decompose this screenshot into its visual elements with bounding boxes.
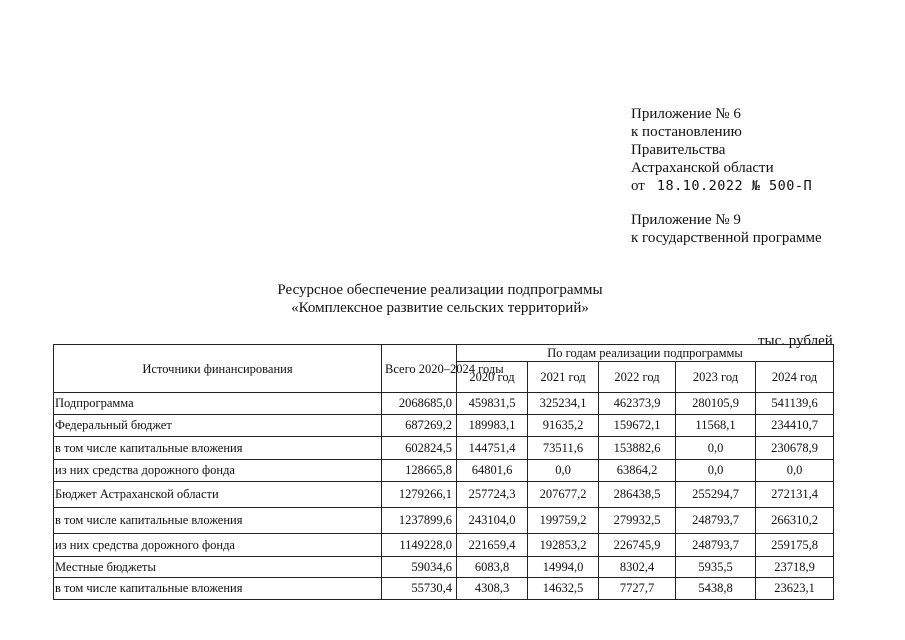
cell-y2022: 8302,4	[599, 557, 676, 578]
cell-total: 1279266,1	[382, 482, 457, 508]
cell-y2023: 0,0	[676, 460, 756, 482]
cell-total: 602824,5	[382, 437, 457, 460]
cell-y2022: 226745,9	[599, 534, 676, 557]
table-row	[54, 557, 834, 578]
appendix-date-line	[631, 177, 822, 195]
cell-y2021: 14632,5	[528, 578, 599, 600]
appendix-ref: к постановлению	[631, 124, 742, 140]
table-row	[54, 415, 834, 437]
cell-y2020: 189983,1	[457, 415, 528, 437]
appendix-region: Астраханской области	[631, 160, 774, 176]
cell-y2022: 153882,6	[599, 437, 676, 460]
cell-y2021: 14994,0	[528, 557, 599, 578]
table-row	[54, 534, 834, 557]
row-source-name: в том числе капитальные вложения	[54, 508, 382, 534]
cell-y2022: 63864,2	[599, 460, 676, 482]
cell-y2022: 159672,1	[599, 415, 676, 437]
appendix-government: Правительства	[631, 142, 726, 158]
cell-y2024: 259175,8	[756, 534, 834, 557]
row-source-name: Подпрограмма	[54, 393, 382, 415]
header-year: 2020 год	[457, 362, 528, 393]
cell-y2022: 279932,5	[599, 508, 676, 534]
cell-y2023: 5438,8	[676, 578, 756, 600]
cell-y2024: 541139,6	[756, 393, 834, 415]
cell-y2021: 207677,2	[528, 482, 599, 508]
cell-y2024: 23718,9	[756, 557, 834, 578]
header-year: 2021 год	[528, 362, 599, 393]
cell-y2020: 221659,4	[457, 534, 528, 557]
cell-y2024: 272131,4	[756, 482, 834, 508]
cell-y2023: 255294,7	[676, 482, 756, 508]
funding-table	[53, 344, 834, 600]
title-line-1: Ресурсное обеспечение реализации подпрограммы	[277, 282, 603, 298]
header-year: 2023 год	[676, 362, 756, 393]
cell-y2020: 257724,3	[457, 482, 528, 508]
cell-y2020: 6083,8	[457, 557, 528, 578]
row-source-name: из них средства дорожного фонда	[54, 534, 382, 557]
table-row	[54, 508, 834, 534]
header-source: Источники финансирования	[54, 345, 382, 393]
cell-total: 55730,4	[382, 578, 457, 600]
cell-y2021: 0,0	[528, 460, 599, 482]
cell-y2020: 243104,0	[457, 508, 528, 534]
cell-y2023: 0,0	[676, 437, 756, 460]
cell-y2023: 280105,9	[676, 393, 756, 415]
cell-y2024: 0,0	[756, 460, 834, 482]
title-line-2: «Комплексное развитие сельских территорий»	[291, 300, 589, 316]
cell-y2024: 234410,7	[756, 415, 834, 437]
cell-total: 128665,8	[382, 460, 457, 482]
header-year: 2024 год	[756, 362, 834, 393]
row-source-name: Федеральный бюджет	[54, 415, 382, 437]
cell-y2020: 4308,3	[457, 578, 528, 600]
cell-y2023: 248793,7	[676, 508, 756, 534]
cell-y2024: 23623,1	[756, 578, 834, 600]
cell-total: 1237899,6	[382, 508, 457, 534]
cell-y2022: 462373,9	[599, 393, 676, 415]
table-row	[54, 482, 834, 508]
cell-y2023: 248793,7	[676, 534, 756, 557]
table-body	[54, 393, 834, 600]
document-title	[240, 281, 640, 317]
cell-y2021: 199759,2	[528, 508, 599, 534]
cell-total: 2068685,0	[382, 393, 457, 415]
row-source-name: Местные бюджеты	[54, 557, 382, 578]
row-source-name: Бюджет Астраханской области	[54, 482, 382, 508]
cell-total: 687269,2	[382, 415, 457, 437]
header-total: Всего 2020–2024 годы	[382, 345, 457, 393]
appendix-program-number: Приложение № 9	[631, 212, 741, 228]
table-row	[54, 437, 834, 460]
cell-y2021: 325234,1	[528, 393, 599, 415]
header-years-group: По годам реализации подпрограммы	[457, 345, 834, 362]
cell-y2024: 230678,9	[756, 437, 834, 460]
cell-y2020: 64801,6	[457, 460, 528, 482]
table-row	[54, 578, 834, 600]
row-source-name: из них средства дорожного фонда	[54, 460, 382, 482]
table-row	[54, 460, 834, 482]
units-label: тыс. рублей	[758, 333, 833, 349]
row-source-name: в том числе капитальные вложения	[54, 437, 382, 460]
appendix-program-ref: к государственной программе	[631, 230, 822, 246]
header-year: 2022 год	[599, 362, 676, 393]
table-row	[54, 393, 834, 415]
cell-y2021: 192853,2	[528, 534, 599, 557]
appendix-number: Приложение № 6	[631, 106, 741, 122]
appendix-block	[631, 105, 822, 247]
appendix-date-prefix: от	[631, 178, 645, 194]
cell-total: 59034,6	[382, 557, 457, 578]
decree-stamp: 18.10.2022 № 500-П	[656, 178, 813, 194]
cell-y2022: 286438,5	[599, 482, 676, 508]
cell-total: 1149228,0	[382, 534, 457, 557]
row-source-name: в том числе капитальные вложения	[54, 578, 382, 600]
cell-y2021: 73511,6	[528, 437, 599, 460]
cell-y2020: 459831,5	[457, 393, 528, 415]
cell-y2023: 11568,1	[676, 415, 756, 437]
cell-y2020: 144751,4	[457, 437, 528, 460]
cell-y2022: 7727,7	[599, 578, 676, 600]
cell-y2023: 5935,5	[676, 557, 756, 578]
cell-y2021: 91635,2	[528, 415, 599, 437]
cell-y2024: 266310,2	[756, 508, 834, 534]
